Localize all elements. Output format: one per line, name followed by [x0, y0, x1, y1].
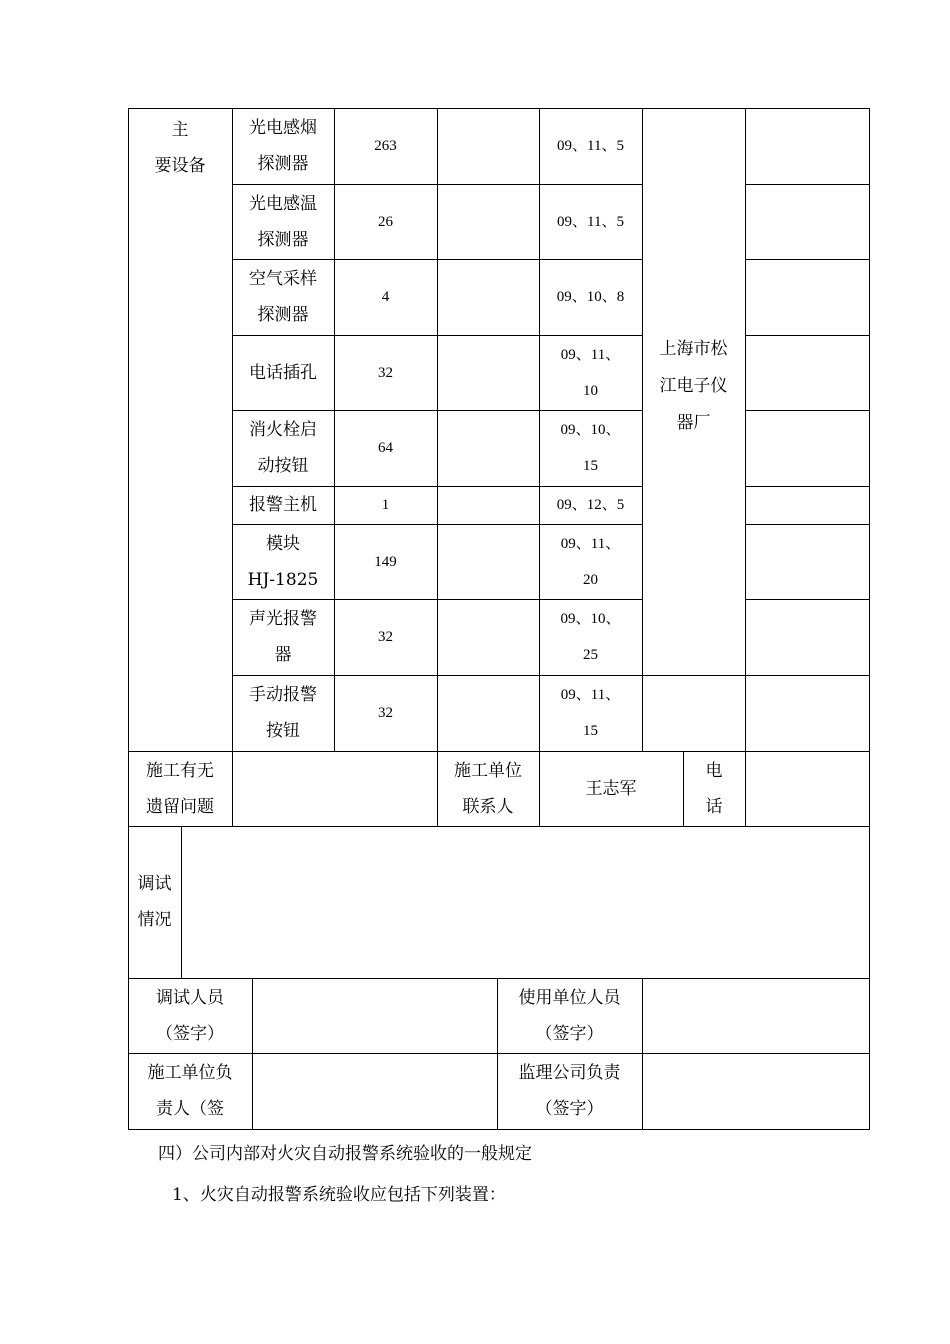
equipment-qty: 32	[378, 705, 393, 721]
equipment-date: 09、10、 25	[560, 611, 621, 663]
equipment-name: 光电感烟 探测器	[249, 118, 317, 174]
debug-staff-label: 调试人员 （签字）	[156, 987, 224, 1044]
equipment-name: 消火栓启 动按钮	[249, 420, 317, 476]
construction-head-label: 施工单位负 责人（签	[147, 1063, 233, 1119]
equipment-date: 09、10、 15	[560, 422, 621, 474]
equipment-name: 电话插孔	[249, 362, 317, 383]
equipment-name: 手动报警 按钮	[249, 685, 317, 741]
equipment-qty: 32	[378, 629, 393, 645]
equipment-date: 09、11、5	[557, 213, 624, 230]
manufacturer: 上海市松 江电子仪 器厂	[659, 338, 728, 433]
debug-label: 调试 情况	[137, 874, 172, 930]
equipment-qty: 263	[374, 138, 397, 154]
supervisor-head-label: 监理公司负责 （签字）	[518, 1063, 621, 1119]
user-staff-label: 使用单位人员 （签字）	[518, 987, 621, 1044]
equipment-name: 报警主机	[249, 495, 317, 515]
contact-label: 施工单位 联系人	[454, 760, 522, 817]
equipment-qty: 32	[378, 364, 393, 381]
equipment-header: 主 要设备	[154, 120, 206, 176]
equipment-name: 光电感温 探测器	[249, 193, 317, 250]
issues-label: 施工有无 遗留问题	[146, 760, 214, 817]
equipment-date: 09、12、5	[556, 497, 625, 513]
equipment-qty: 26	[378, 213, 393, 230]
equipment-name: 声光报警 器	[249, 609, 317, 665]
equipment-date: 09、11、 10	[560, 346, 621, 399]
equipment-name: 空气采样 探测器	[249, 269, 317, 325]
section-item-1: 1、火灾自动报警系统验收应包括下列装置：	[172, 1185, 506, 1205]
phone-label: 电 话	[705, 760, 723, 817]
contact-name: 王志军	[585, 778, 637, 799]
equipment-date: 09、10、8	[556, 289, 625, 305]
section-heading: 四）公司内部对火灾自动报警系统验收的一般规定	[158, 1144, 532, 1164]
equipment-qty: 1	[381, 497, 390, 513]
equipment-qty: 4	[381, 289, 390, 305]
equipment-name: 模块 HJ-1825	[247, 533, 319, 590]
equipment-qty: 64	[378, 440, 393, 456]
equipment-date: 09、11、5	[557, 138, 624, 154]
equipment-qty: 149	[374, 553, 397, 570]
equipment-date: 09、11、 15	[560, 687, 621, 739]
equipment-date: 09、11、 20	[560, 535, 621, 588]
